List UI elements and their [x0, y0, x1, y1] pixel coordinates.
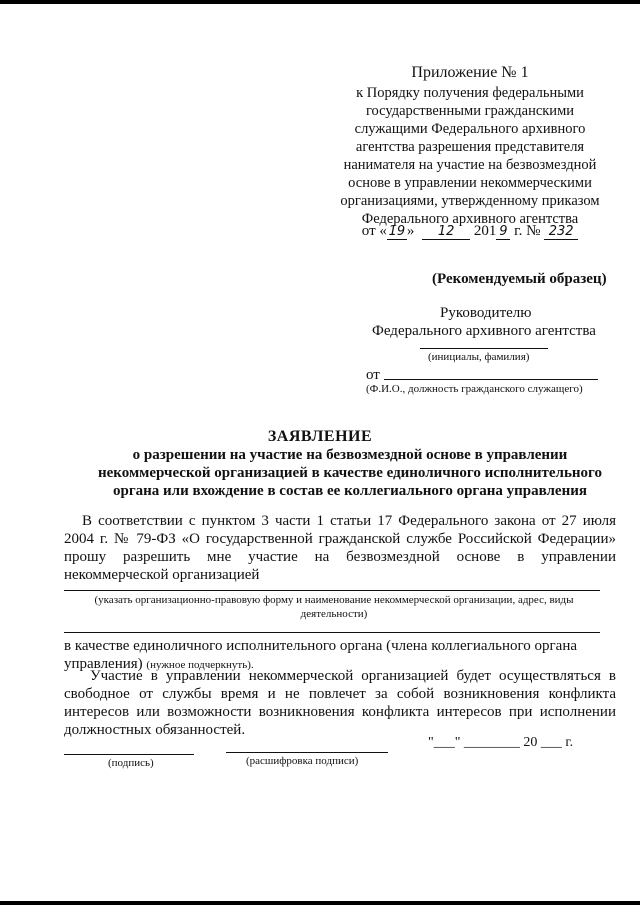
date-prefix: от «: [361, 223, 387, 239]
order-date-line: [320, 222, 620, 240]
body-paragraph-1: В соответствии с пунктом 3 части 1 статьи 17 Федерального закона от 27 июля 2004 г. № 79-ФЗ «О государственной гражданской службе Российской Федерации» прошу разрешить мне участие на безвозмездной основе в управлении некоммерческой организацией: [64, 513, 616, 583]
organization-underline: [64, 590, 600, 591]
statement-subtitle: о разрешении на участие на безвозмездной основе в управлении некоммерческой организацией в качестве единоличного исполнительного органа или вхождение в состав ее коллегиального органа управления: [97, 447, 602, 499]
date-mid: »: [406, 223, 415, 239]
from-underline: [384, 379, 598, 380]
decoding-underline: [226, 752, 388, 753]
year-suffix: г.: [514, 223, 523, 239]
scan-edge-bottom: [0, 901, 640, 905]
role-note: (нужное подчеркнуть).: [146, 659, 254, 671]
annex-line: агентства разрешения представителя: [355, 139, 585, 155]
handwritten-day: 19: [388, 224, 406, 239]
statement-title: ЗАЯВЛЕНИЕ: [267, 428, 373, 445]
annex-line: к Порядку получения федеральными: [356, 85, 584, 101]
handwritten-year-digit: 9: [496, 225, 510, 240]
annex-line: основе в управлении некоммерческими: [348, 175, 592, 191]
scan-edge-top: [0, 0, 640, 4]
organization-underline-2: [64, 632, 600, 633]
decoding-caption: (расшифровка подписи): [246, 755, 359, 767]
annex-line: служащими Федерального архивного: [354, 121, 586, 137]
initials-caption: (инициалы, фамилия): [428, 351, 530, 363]
recommended-sample-label: (Рекомендуемый образец): [432, 271, 607, 287]
organization-caption: (указать организационно-правовую форму и наименование некоммерческой организации, адрес, виды деятельности): [94, 594, 574, 620]
annex-line: государственными гражданскими: [365, 103, 575, 119]
annex-line: организациями, утвержденному приказом: [340, 193, 600, 209]
annex-description: [320, 84, 620, 228]
annex-title: Приложение № 1: [411, 64, 529, 81]
role-text: в качестве единоличного исполнительного органа (члена коллегиального органа управления): [64, 638, 578, 672]
signature-date-field: "___" ________ 20 ___ г.: [428, 735, 574, 750]
annex-line: нанимателя на участие на безвозмездной: [343, 157, 597, 173]
from-caption: (Ф.И.О., должность гражданского служащего): [366, 383, 583, 395]
handwritten-month: 12: [422, 225, 470, 240]
signature-caption: (подпись): [108, 757, 154, 769]
handwritten-number: 232: [544, 225, 578, 240]
body-paragraph-3: Участие в управлении некоммерческой организацией будет осуществляться в свободное от службы время и не повлечет за собой возникновения конфликта интересов или возможности возникновения конфликта интересов при исполнении должностных обязанностей.: [64, 668, 616, 738]
number-prefix: №: [526, 223, 541, 239]
from-label: от: [366, 367, 380, 383]
recipient-line-2: Федерального архивного агентства: [372, 323, 596, 339]
annex-line: Федерального архивного агентства: [361, 211, 579, 227]
signature-underline: [64, 754, 194, 755]
year-prefix: 201: [473, 223, 497, 239]
initials-underline: [420, 348, 548, 349]
recipient-line-1: Руководителю: [440, 305, 532, 321]
